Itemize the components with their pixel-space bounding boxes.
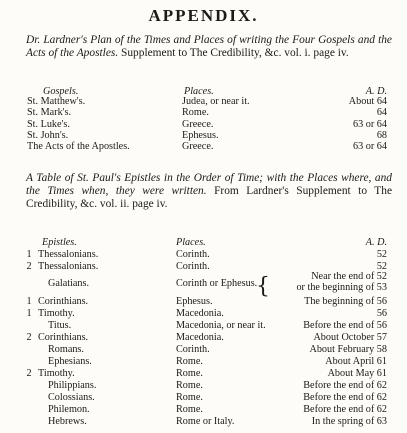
- book-cell: Philemon.: [48, 404, 90, 415]
- book-cell: Thessalonians.: [38, 261, 99, 272]
- book-cell: St. John's.: [27, 129, 69, 141]
- place-cell: Rome or Italy.: [176, 416, 235, 427]
- place-cell: Macedonia.: [176, 308, 224, 319]
- table-row: [0, 308, 407, 320]
- date-cell: About April 61: [325, 356, 387, 367]
- table-row: [0, 271, 407, 293]
- date-cell: The beginning of 56: [304, 296, 387, 307]
- date-cell: 56: [376, 308, 387, 319]
- place-cell: Rome.: [176, 380, 203, 391]
- table-row: [0, 130, 407, 142]
- place-cell: Rome.: [182, 107, 209, 119]
- place-cell: Greece.: [182, 118, 214, 130]
- ad-column-header: A. D.: [365, 237, 387, 248]
- epistle-number-cell: 2: [26, 261, 32, 272]
- date-cell: About May 61: [327, 368, 387, 379]
- place-cell: Corinth.: [176, 344, 210, 355]
- book-cell: Colossians.: [48, 392, 95, 403]
- date-cell: Near the end of 52: [311, 271, 387, 282]
- epistles-table-header: [0, 237, 407, 249]
- place-cell: Rome.: [176, 356, 203, 367]
- book-cell: Philippians.: [48, 380, 97, 391]
- date-cell: 68: [376, 129, 387, 141]
- book-cell: The Acts of the Apostles.: [27, 141, 130, 153]
- date-cell: 63 or 64: [353, 118, 387, 130]
- epistle-number-cell: 1: [26, 249, 32, 260]
- date-cell: Before the end of 56: [303, 320, 387, 331]
- table-row: [0, 296, 407, 308]
- place-cell: Judea, or near it.: [182, 96, 250, 107]
- gospels-intro-plain: Supplement to The Credibility, &c. vol. i. page iv.: [118, 47, 349, 59]
- gospels-column-header: Gospels.: [43, 86, 79, 97]
- book-cell: Corinthians.: [38, 296, 89, 307]
- book-cell: Hebrews.: [48, 416, 87, 427]
- date-cell: About February 58: [309, 344, 387, 355]
- epistles-intro-plain: From Lardner's Supplement to The Credibility, &c. vol. ii. page iv.: [26, 185, 392, 210]
- place-cell: Greece.: [182, 141, 214, 153]
- table-row: [0, 368, 407, 380]
- place-cell: Corinth.: [176, 261, 210, 272]
- table-row: [0, 344, 407, 356]
- place-cell: Macedonia.: [176, 332, 224, 343]
- epistle-number-cell: 2: [26, 332, 32, 343]
- date-cell-continuation: or the beginning of 53: [296, 282, 387, 293]
- book-cell: Timothy.: [38, 308, 75, 319]
- book-cell: Ephesians.: [48, 356, 92, 367]
- date-cell: In the spring of 63: [311, 416, 387, 427]
- date-cell: 52: [376, 261, 387, 272]
- book-cell: Timothy.: [38, 368, 75, 379]
- table-row: [0, 141, 407, 153]
- date-cell: 64: [376, 107, 387, 119]
- place-cell: Corinth.: [176, 249, 210, 260]
- place-cell: Rome.: [176, 392, 203, 403]
- table-row: [0, 404, 407, 416]
- brace-mark: {: [256, 274, 270, 299]
- epistles-column-header: Epistles.: [42, 237, 77, 248]
- place-cell: Macedonia, or near it.: [176, 320, 266, 331]
- date-cell: Before the end of 62: [303, 380, 387, 391]
- table-row: [0, 249, 407, 261]
- places-column-header: Places.: [184, 86, 214, 97]
- place-cell: Corinth or Ephesus.: [176, 278, 258, 289]
- table-row: [0, 356, 407, 368]
- date-cell: About October 57: [313, 332, 387, 343]
- table-row: [0, 107, 407, 119]
- gospels-intro-italic: Dr. Lardner's Plan of the Times and Places of writing the Four Gospels and the Acts of the Apostles.: [26, 34, 392, 59]
- date-cell: About 64: [348, 96, 387, 107]
- book-cell: Corinthians.: [38, 332, 89, 343]
- date-cell: Before the end of 62: [303, 404, 387, 415]
- ad-column-header: A. D.: [365, 86, 387, 97]
- places-column-header: Places.: [176, 237, 206, 248]
- table-row: [0, 119, 407, 131]
- epistle-number-cell: 1: [26, 296, 32, 307]
- book-cell: St. Matthew's.: [27, 96, 86, 107]
- gospels-intro: [26, 34, 392, 60]
- book-cell: Galatians.: [48, 278, 90, 289]
- date-cell: 63 or 64: [353, 141, 387, 153]
- date-cell: Before the end of 62: [303, 392, 387, 403]
- table-row: [0, 96, 407, 108]
- date-cell: 52: [376, 249, 387, 260]
- page-title: APPENDIX.: [148, 6, 259, 25]
- book-cell: St. Luke's.: [27, 118, 70, 130]
- place-cell: Rome.: [176, 368, 203, 379]
- place-cell: Ephesus.: [182, 129, 219, 141]
- table-row: [0, 332, 407, 344]
- book-cell: St. Mark's.: [27, 107, 72, 119]
- table-row: [0, 320, 407, 332]
- place-cell: Rome.: [176, 404, 203, 415]
- epistles-intro: [26, 172, 392, 211]
- epistle-number-cell: 2: [26, 368, 32, 379]
- book-cell: Thessalonians.: [38, 249, 99, 260]
- place-cell: Ephesus.: [176, 296, 213, 307]
- book-cell: Titus.: [48, 320, 72, 331]
- epistles-intro-italic: A Table of St. Paul's Epistles in the Order of Time; with the Places where, and the Times when, they were written.: [26, 172, 392, 197]
- table-row: [0, 380, 407, 392]
- book-cell: Romans.: [48, 344, 84, 355]
- table-row: [0, 392, 407, 404]
- epistle-number-cell: 1: [26, 308, 32, 319]
- table-row: [0, 416, 407, 428]
